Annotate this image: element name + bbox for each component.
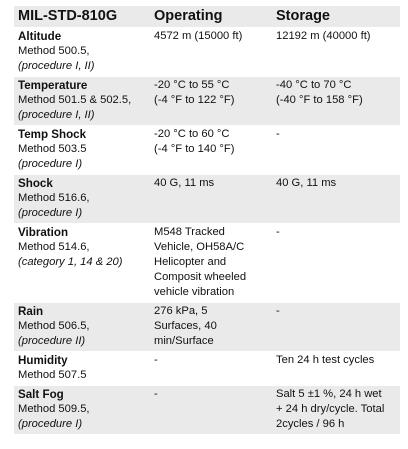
test-method: Method 507.5 — [18, 369, 87, 381]
table-row — [14, 28, 400, 77]
operating-value-line: Vehicle, OH58A/C — [154, 241, 245, 253]
test-procedure: (category 1, 14 & 20) — [18, 256, 123, 268]
test-cell — [14, 77, 150, 126]
test-method: Method 501.5 & 502.5, — [18, 94, 132, 106]
test-method: Method 514.6, — [18, 241, 90, 253]
storage-cell — [272, 224, 400, 303]
operating-cell — [150, 77, 272, 126]
operating-cell — [150, 28, 272, 77]
spec-table — [14, 6, 400, 434]
table-row — [14, 126, 400, 175]
test-procedure: (procedure I) — [18, 418, 83, 430]
storage-value-line: - — [276, 305, 280, 317]
storage-cell — [272, 77, 400, 126]
table-header-row — [14, 6, 400, 28]
operating-cell — [150, 352, 272, 386]
test-procedure: (procedure I, II) — [18, 109, 95, 121]
test-name: Rain — [18, 305, 44, 318]
table-row — [14, 386, 400, 435]
operating-value-line: - — [154, 388, 158, 400]
test-cell — [14, 126, 150, 175]
operating-cell — [150, 175, 272, 224]
operating-value-line: - — [154, 354, 158, 366]
operating-value-line: 40 G, 11 ms — [154, 177, 215, 189]
storage-value-line: -40 °C to 70 °C — [276, 79, 352, 91]
test-method: Method 506.5, — [18, 320, 90, 332]
operating-cell — [150, 224, 272, 303]
operating-value-line: (-4 °F to 140 °F) — [154, 143, 235, 155]
storage-value-line: - — [276, 226, 280, 238]
storage-value-line: Ten 24 h test cycles — [276, 354, 375, 366]
operating-value-line: vehicle vibration — [154, 286, 235, 298]
test-cell — [14, 352, 150, 386]
operating-value-line: Surfaces, 40 — [154, 320, 217, 332]
test-procedure: (procedure II) — [18, 335, 86, 347]
test-name: Temperature — [18, 79, 88, 92]
operating-value-line: Helicopter and — [154, 256, 227, 268]
storage-value-line: (-40 °F to 158 °F) — [276, 94, 363, 106]
storage-value-line: - — [276, 128, 280, 140]
operating-cell — [150, 386, 272, 435]
storage-cell — [272, 126, 400, 175]
operating-value-line: -20 °C to 60 °C — [154, 128, 230, 140]
test-cell — [14, 28, 150, 77]
test-name: Shock — [18, 177, 53, 190]
test-cell — [14, 224, 150, 303]
operating-value-line: min/Surface — [154, 335, 214, 347]
header-standard: MIL-STD-810G — [14, 6, 150, 28]
table-row — [14, 352, 400, 386]
storage-cell — [272, 352, 400, 386]
test-method: Method 509.5, — [18, 403, 90, 415]
storage-cell — [272, 28, 400, 77]
test-procedure: (procedure I) — [18, 207, 83, 219]
storage-cell — [272, 386, 400, 435]
test-procedure: (procedure I) — [18, 158, 83, 170]
test-name: Altitude — [18, 30, 62, 43]
storage-value-line: + 24 h dry/cycle. Total — [276, 403, 385, 415]
operating-cell — [150, 126, 272, 175]
test-name: Humidity — [18, 354, 68, 367]
storage-cell — [272, 175, 400, 224]
storage-value-line: 40 G, 11 ms — [276, 177, 337, 189]
test-cell — [14, 303, 150, 352]
test-name: Temp Shock — [18, 128, 87, 141]
test-cell — [14, 175, 150, 224]
test-cell — [14, 386, 150, 435]
operating-value-line: (-4 °F to 122 °F) — [154, 94, 235, 106]
test-method: Method 500.5, — [18, 45, 90, 57]
table-row — [14, 224, 400, 303]
storage-value-line: Salt 5 ±1 %, 24 h wet — [276, 388, 382, 400]
storage-value-line: 2cycles / 96 h — [276, 418, 345, 430]
operating-value-line: Composit wheeled — [154, 271, 247, 283]
table-row — [14, 303, 400, 352]
header-operating: Operating — [150, 6, 272, 28]
operating-value-line: 4572 m (15000 ft) — [154, 30, 243, 42]
spec-table-body — [14, 28, 400, 435]
header-storage: Storage — [272, 6, 400, 28]
test-name: Salt Fog — [18, 388, 64, 401]
operating-value-line: 276 kPa, 5 — [154, 305, 208, 317]
storage-cell — [272, 303, 400, 352]
test-method: Method 516.6, — [18, 192, 90, 204]
operating-value-line: -20 °C to 55 °C — [154, 79, 230, 91]
table-row — [14, 175, 400, 224]
operating-value-line: M548 Tracked — [154, 226, 225, 238]
operating-cell — [150, 303, 272, 352]
test-name: Vibration — [18, 226, 69, 239]
table-row — [14, 77, 400, 126]
test-procedure: (procedure I, II) — [18, 60, 95, 72]
storage-value-line: 12192 m (40000 ft) — [276, 30, 371, 42]
test-method: Method 503.5 — [18, 143, 87, 155]
